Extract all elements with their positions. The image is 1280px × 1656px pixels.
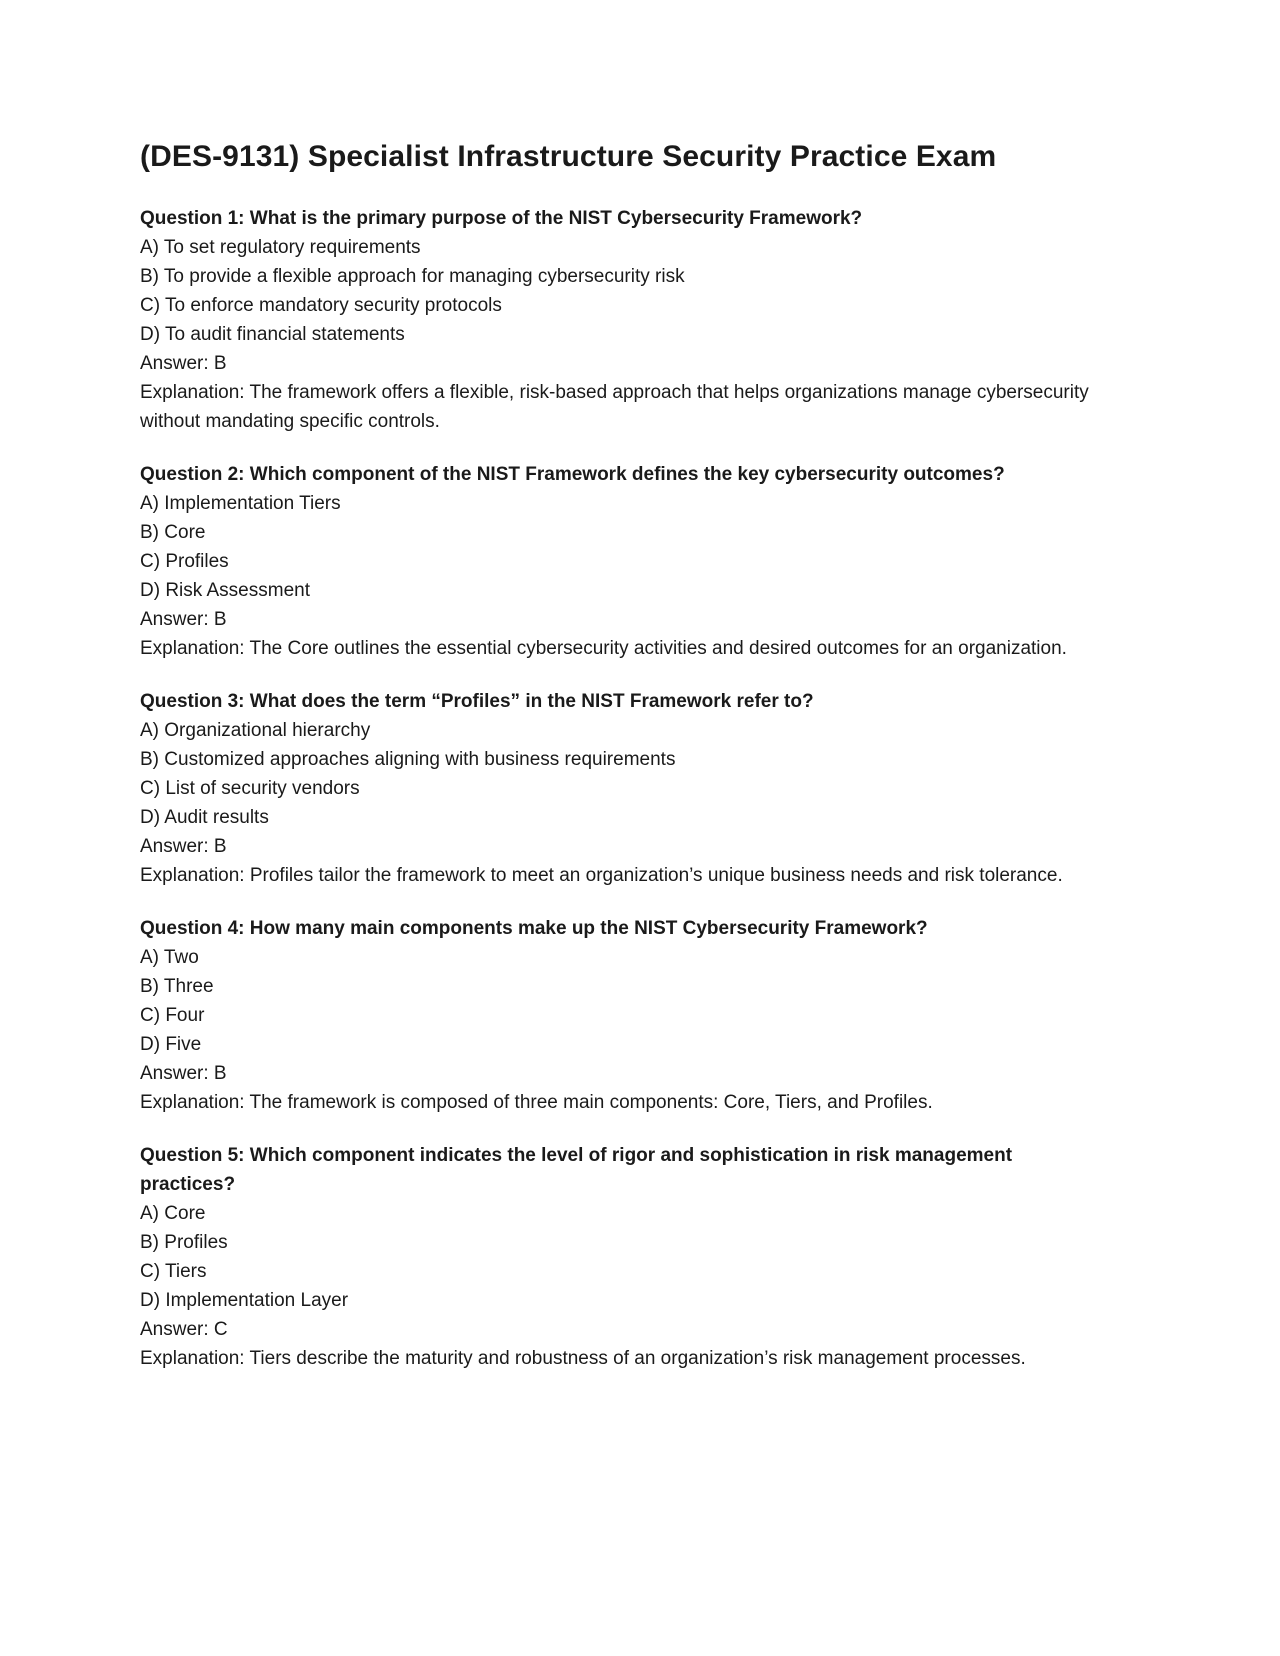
document-title: (DES-9131) Specialist Infrastructure Security Practice Exam [140,140,997,173]
question-1-heading: Question 1: What is the primary purpose of the NIST Cybersecurity Framework? [140,208,863,229]
question-1-block [140,204,1140,436]
question-3-block [140,687,1140,890]
question-2-option-b: B) Core [140,522,206,543]
question-3-heading: Question 3: What does the term “Profiles” in the NIST Framework refer to? [140,691,814,712]
question-5-option-a: A) Core [140,1203,206,1224]
question-5-explanation: Explanation: Tiers describe the maturity and robustness of an organization’s risk management processes. [140,1348,1026,1369]
question-2-option-c: C) Profiles [140,551,229,572]
question-4-heading: Question 4: How many main components make up the NIST Cybersecurity Framework? [140,918,928,939]
question-2-answer: Answer: B [140,609,227,630]
question-5-option-d: D) Implementation Layer [140,1290,349,1311]
question-4-option-c: C) Four [140,1005,205,1026]
question-5-heading: Question 5: Which component indicates the level of rigor and sophistication in risk management practices? [140,1145,1013,1195]
question-2-option-d: D) Risk Assessment [140,580,310,601]
question-1-option-c: C) To enforce mandatory security protocols [140,295,502,316]
question-3-option-d: D) Audit results [140,807,269,828]
question-3-option-c: C) List of security vendors [140,778,360,799]
question-4-option-d: D) Five [140,1034,202,1055]
question-4-explanation: Explanation: The framework is composed of three main components: Core, Tiers, and Profiles. [140,1092,933,1113]
question-4-answer: Answer: B [140,1063,227,1084]
question-2-heading: Question 2: Which component of the NIST Framework defines the key cybersecurity outcomes? [140,464,1005,485]
question-2-explanation: Explanation: The Core outlines the essential cybersecurity activities and desired outcomes for an organization. [140,638,1067,659]
question-1-explanation: Explanation: The framework offers a flexible, risk-based approach that helps organizations manage cybersecurity without mandating specific controls. [140,382,1089,432]
question-4-option-b: B) Three [140,976,214,997]
question-3-option-b: B) Customized approaches aligning with business requirements [140,749,676,770]
question-3-answer: Answer: B [140,836,227,857]
question-5-option-b: B) Profiles [140,1232,228,1253]
question-4-block [140,914,1140,1117]
question-1-option-a: A) To set regulatory requirements [140,237,421,258]
question-3-option-a: A) Organizational hierarchy [140,720,371,741]
question-2-block [140,460,1140,663]
question-2-option-a: A) Implementation Tiers [140,493,341,514]
question-3-explanation: Explanation: Profiles tailor the framework to meet an organization’s unique business needs and risk tolerance. [140,865,1063,886]
question-1-option-d: D) To audit financial statements [140,324,405,345]
question-5-option-c: C) Tiers [140,1261,207,1282]
question-4-option-a: A) Two [140,947,199,968]
question-1-answer: Answer: B [140,353,227,374]
question-5-answer: Answer: C [140,1319,228,1340]
question-5-block [140,1141,1140,1373]
question-1-option-b: B) To provide a flexible approach for managing cybersecurity risk [140,266,685,287]
